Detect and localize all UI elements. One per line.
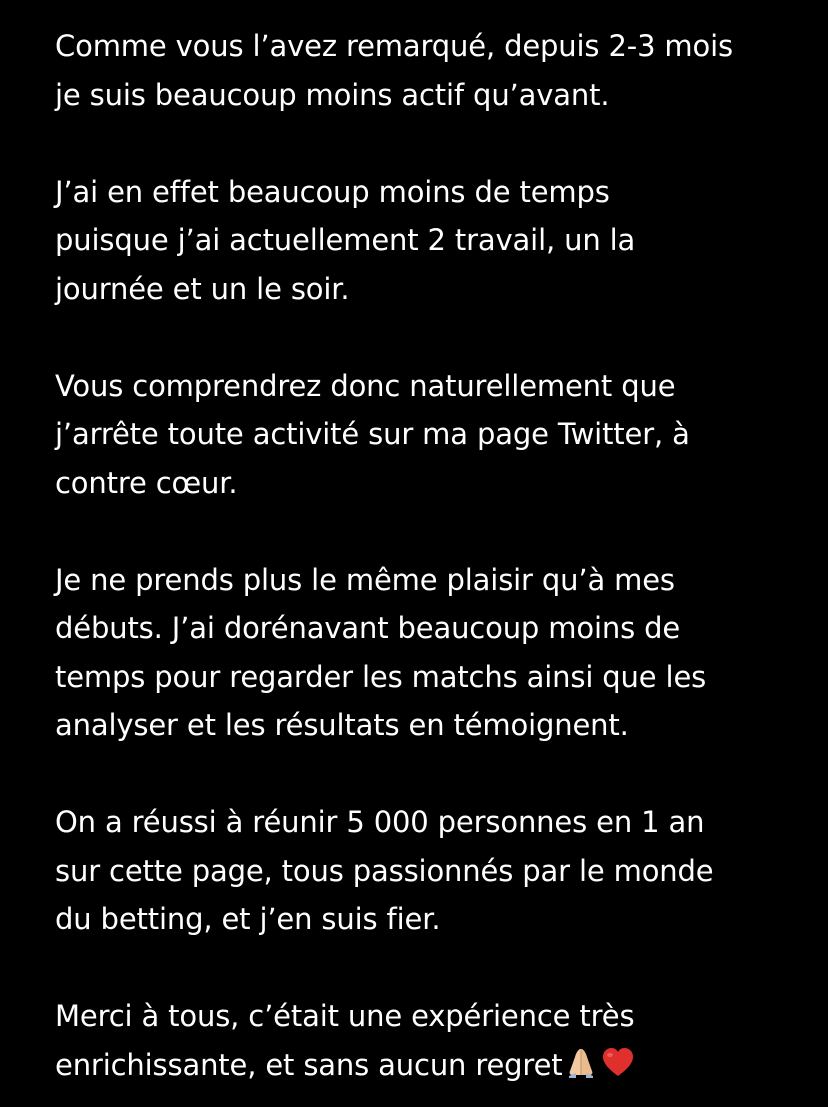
- red-heart-icon: [600, 1045, 636, 1094]
- text-line: débuts. J’ai dorénavant beaucoup moins de: [55, 611, 681, 645]
- text-line: j’arrête toute activité sur ma page Twitter, à: [55, 417, 690, 451]
- paragraph-2: [55, 168, 795, 314]
- text-line: puisque j’ai actuellement 2 travail, un la: [55, 223, 636, 257]
- text-line: enrichissante, et sans aucun regret: [55, 1047, 563, 1082]
- paragraph-3: [55, 362, 795, 508]
- text-line: journée et un le soir.: [55, 271, 350, 306]
- text-line: analyser et les résultats en témoignent.: [55, 708, 629, 742]
- paragraph-1: [55, 22, 795, 119]
- text-line-with-emojis: [55, 1041, 795, 1094]
- text-line: J’ai en effet beaucoup moins de temps: [55, 174, 610, 209]
- text-line: temps pour regarder les matchs ainsi que les: [55, 659, 707, 694]
- text-line: On a réussi à réunir 5 000 personnes en 1 an: [55, 805, 705, 839]
- paragraph-5: [55, 798, 795, 944]
- text-line: Comme vous l’avez remarqué, depuis 2-3 mois: [55, 29, 733, 63]
- text-line: Je ne prends plus le même plaisir qu’à mes: [55, 562, 675, 597]
- text-line: Vous comprendrez donc naturellement que: [55, 368, 676, 403]
- text-line: du betting, et j’en suis fier.: [55, 902, 441, 936]
- paragraph-4: [55, 556, 795, 750]
- text-line: contre cœur.: [55, 465, 238, 500]
- paragraph-6: [55, 992, 795, 1093]
- text-line: je suis beaucoup moins actif qu’avant.: [55, 77, 610, 112]
- text-line: Merci à tous, c’était une expérience très: [55, 999, 635, 1033]
- text-line: sur cette page, tous passionnés par le monde: [55, 853, 714, 888]
- folded-hands-icon: [564, 1045, 598, 1094]
- note-text-body: [55, 22, 795, 1093]
